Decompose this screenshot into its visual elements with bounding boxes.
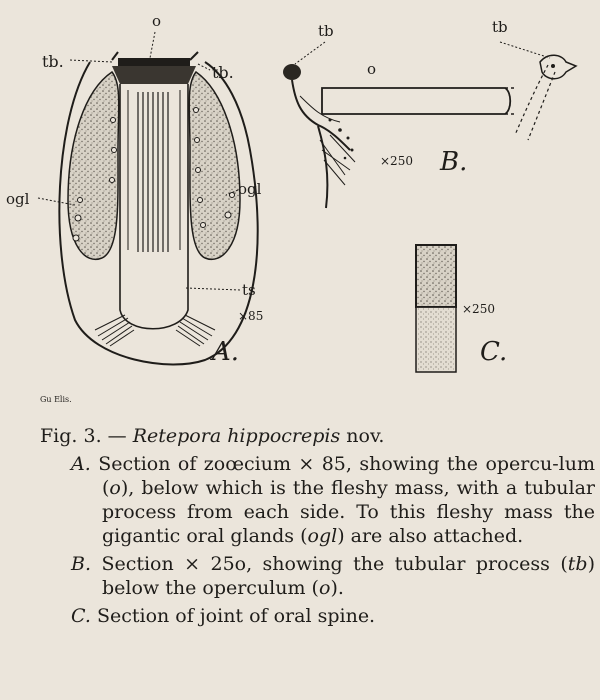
caption-entry-a [40,452,595,548]
label-panel-b: B. [440,147,468,177]
label-ts: ts [242,281,256,299]
caption-text: Section of joint of oral spine. [96,605,376,627]
caption-text: Section × 25o, showing the tubular process ( [101,553,568,575]
label-tb-b-right: tb [492,18,508,36]
panel-b-tubular-process [283,42,576,208]
caption-abbrev: ogl [307,525,338,547]
panel-c-oral-spine-joint [416,245,456,372]
caption-title-prefix: Fig. 3. — [40,425,133,447]
figure-caption [40,424,595,632]
caption-title-suffix: nov. [340,425,385,447]
label-tb-a-right: tb. [212,63,234,82]
caption-abbrev: o [318,577,331,599]
caption-text: ) are also attached. [337,525,524,547]
label-o-a: o [152,12,162,30]
caption-text: ), below which is the fleshy mass, with a tubular process from each side. To this fleshy mass the gigantic oral glands ( [102,477,595,547]
caption-entry-c [40,604,595,628]
caption-species-name: Retepora hippocrepis [132,425,341,447]
label-ogl-left: ogl [6,190,30,208]
artist-signature: Gu Elis. [40,395,72,404]
label-panel-c: C. [480,337,508,367]
caption-letter-a: A. [71,453,91,475]
caption-entry-b [40,552,595,600]
label-tb-b-left: tb [318,22,334,40]
caption-title [40,424,595,448]
caption-text: Section of zoœcium × 85, showing the opercu-lum ( [98,453,596,499]
label-tb-a-left: tb. [42,52,64,71]
label-panel-a: A. [212,337,240,367]
caption-abbrev: o [109,477,121,499]
label-scale-b: ×250 [380,154,413,168]
caption-letter-b: B. [71,553,92,575]
label-o-b: o [367,60,377,78]
caption-letter-c: C. [71,605,91,627]
caption-text: ) below the operculum ( [102,553,595,599]
label-scale-a: ×85 [238,309,264,323]
caption-text: ). [330,577,344,599]
label-ogl-right: ogl [238,180,262,198]
caption-abbrev: tb [567,553,588,575]
label-scale-c: ×250 [462,302,495,316]
